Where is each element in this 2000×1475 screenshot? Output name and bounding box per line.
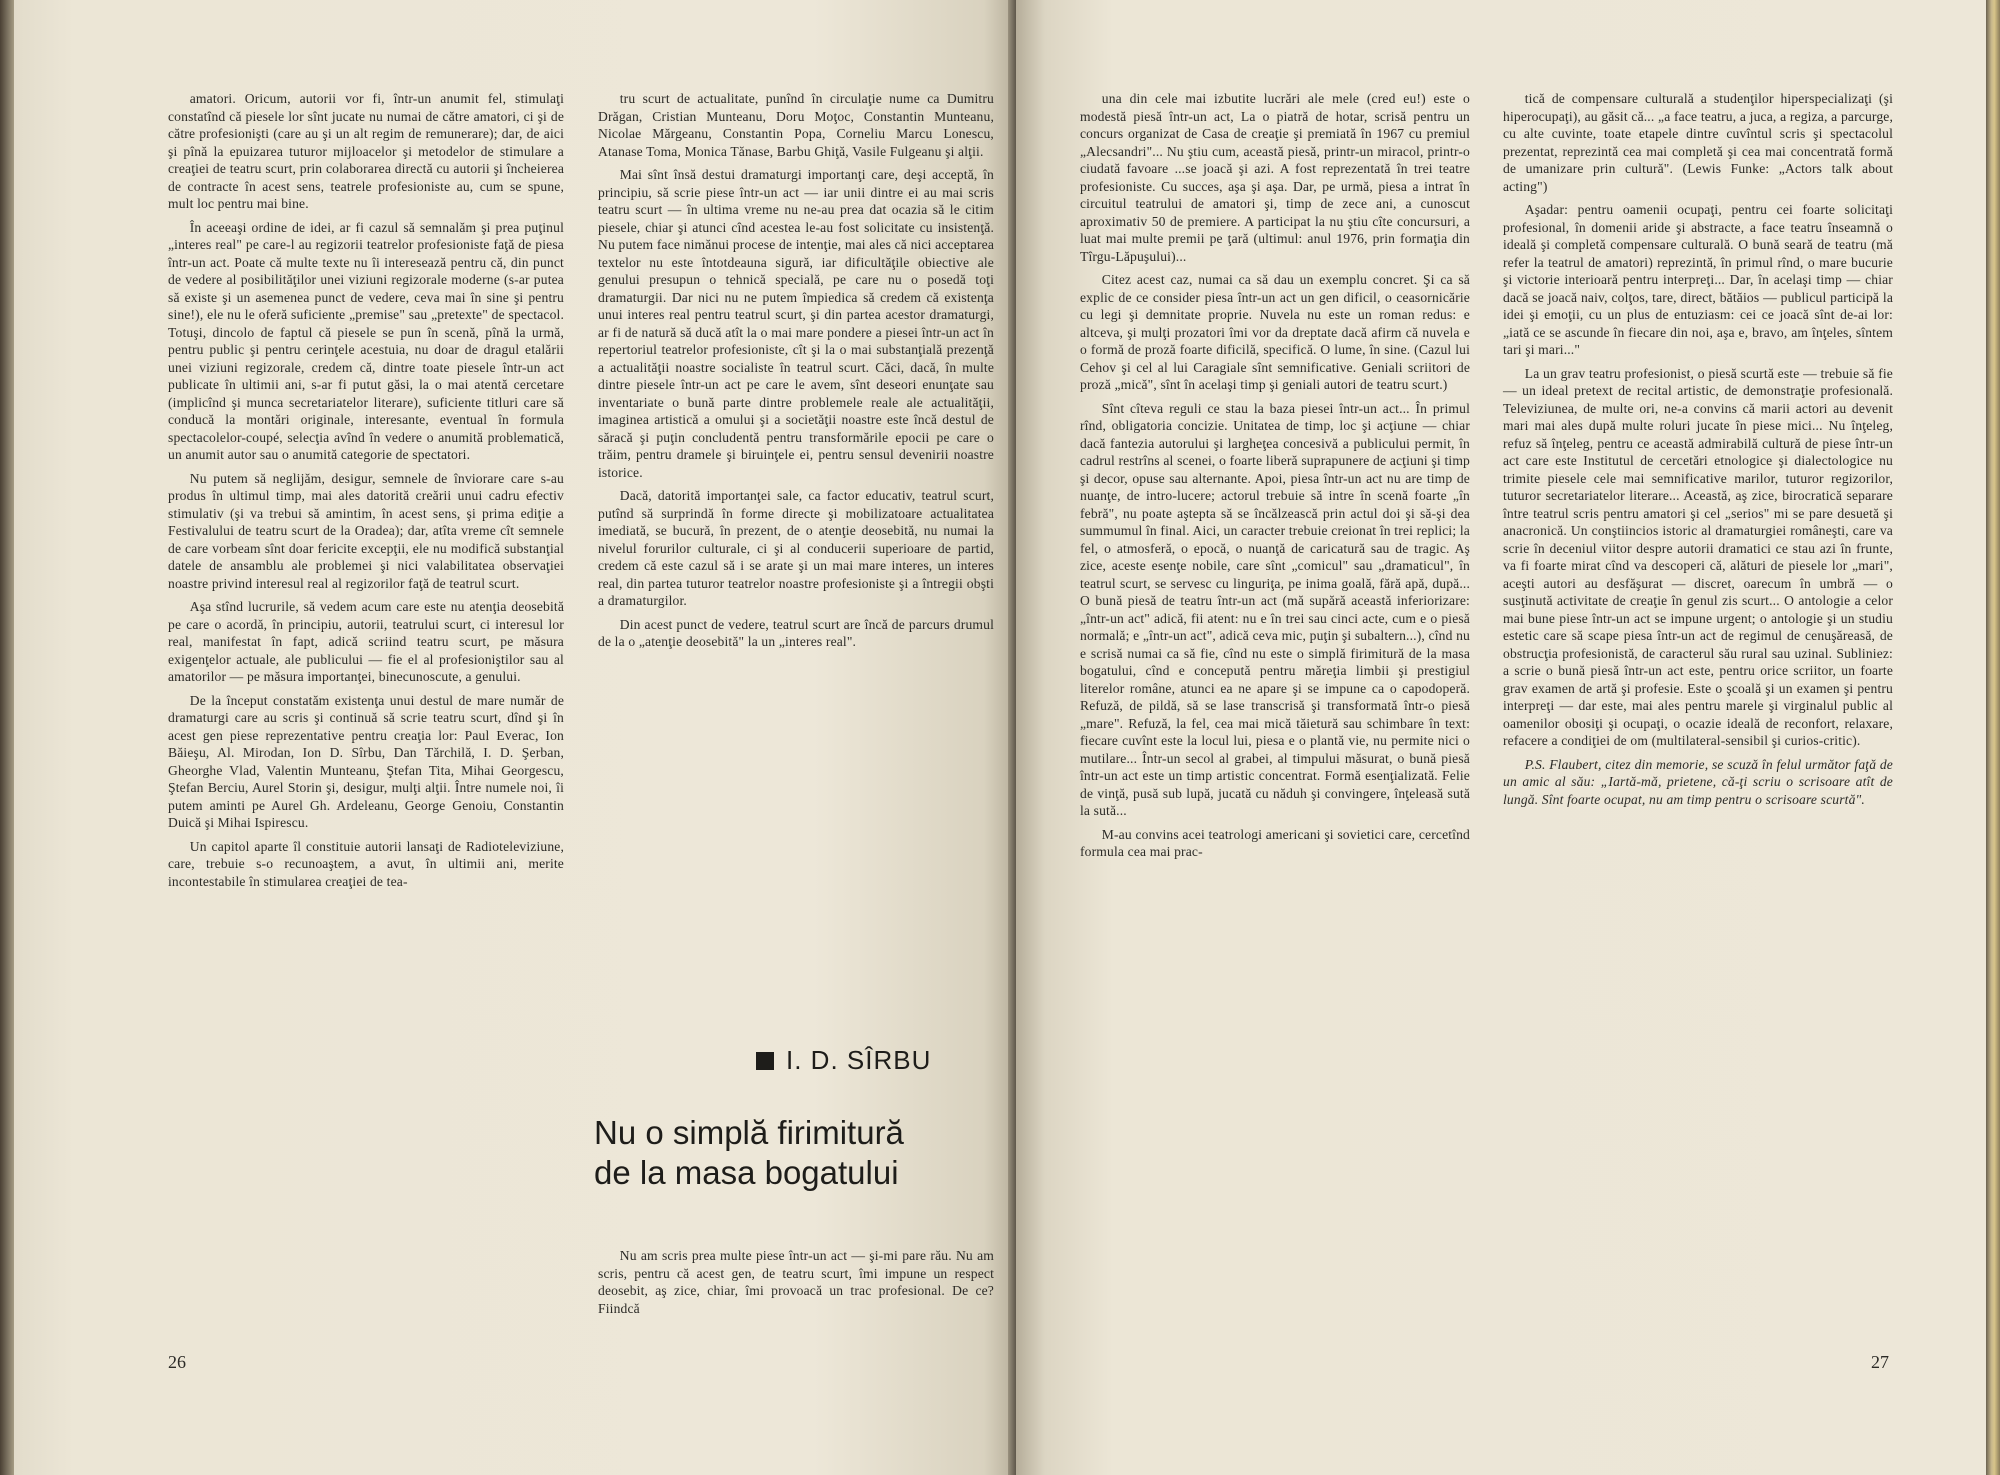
- paragraph: La un grav teatru profesionist, o piesă scurtă este — trebuie să fie — un ideal pretext de recital artistic, de demonstraţie profesională. Televiziunea, de multe ori, ne-a convins că marii actori au devenit mari mai ales după multe roluri jucate în piese mici... Nu înţeleg, refuz să înţeleg, pentru ce această admirabilă cultură de piese într-un act care este Institutul de cercetări etnologice şi dialectologice nu trimite piesele cele mai semnificative marilor, tuturor regizorilor, tuturor secretariatelor literare... Această, aş zice, birocratică separare între teatrul scris pentru amatori şi cel „serios" mi se pare desuetă şi anacronică. Un conştiincios istoric al dramaturgiei româneşti, care va scrie în deceniul viitor despre autorii dramatici ce stau azi în frunte, va fi foarte mirat cînd va descoperi că, alături de piesele lor „mari", aceşti autori au desfăşurat — discret, oarecum în umbră — o susţinută activitate de creaţie în genul zis scurt... O antologie a celor mai bune piese într-un act se impune urgent; o antologie şi un studiu estetic care să scape piesa într-un act de regimul de cenuşăreasă, de obstrucţia profesionistă, de caracterul său rural sau uzinal. Subliniez: a scrie o bună piesă într-un act este, pentru orice scriitor, un foarte grav examen de artă şi profesie. Este o şcoală şi un examen şi pentru interpreţi — dar este, mai ales pentru marele şi virginalul public al oamenilor obosiţi şi ocupaţi, o ocazie ideală de reconfort, relaxare, refacere a condiţiei de om (multilateral-sensibil şi curios-critic).: [1503, 365, 1893, 748]
- paragraph: De la început constatăm existenţa unui destul de mare număr de dramaturgi care au scris şi continuă să scrie teatru scurt, dînd şi în acest gen piese reprezentative pentru creaţia lor: Paul Everac, Ion Băieşu, Al. Mirodan, Ion D. Sîrbu, Dan Tărchilă, I. D. Şerban, Gheorghe Vlad, Valentin Munteanu, Ştefan Tita, Mihai Georgescu, Ştefan Berciu, Aurel Storin şi, desigur, mulţi alţii. Între numele noi, îi putem aminti pe Aurel Gh. Ardeleanu, George Genoiu, Constantin Duică şi Mihai Ispirescu.: [168, 692, 564, 830]
- left-page: [14, 0, 1014, 1475]
- paragraph: M-au convins acei teatrologi americani şi sovietici care, cercetînd formula cea mai prac-: [1080, 826, 1470, 859]
- article-opening-paragraph: [598, 1247, 994, 1317]
- paragraph: Un capitol aparte îl constituie autorii lansaţi de Radioteleviziune, care, trebuie s-o recunoaştem, a avut, în ultimii ani, merite incontestabile în stimularea creaţiei de tea-: [168, 838, 564, 889]
- paragraph: tică de compensare culturală a studenţilor hiperspecializaţi (şi hiperocupaţi), au găsit că... „a face teatru, a juca, a regiza, a parcurge, cu alte cuvinte, toate etapele dintre cuvîntul scris şi spectacolul prezentat, reprezintă cea mai completă şi cea mai concentrată formă de umanizare prin cultură". (Lewis Funke: „Actors talk about acting"): [1503, 91, 1893, 194]
- paragraph: Mai sînt însă destui dramaturgi importanţi care, deşi acceptă, în principiu, să scrie piese într-un act — iar unii dintre ei au mai scris teatru scurt — în ultima vreme nu ne-au prea dat ocazia să le citim piesele, chiar şi atunci cînd acestea le-au fost solicitate cu insistenţă. Nu putem face nimănui procese de intenţie, mai ales că nici acceptarea textelor nu este întotdeauna sigură, iar dificultăţile obiective ale genului presupun o tehnică specială, pe care nu o posedă toţi dramaturgii. Dar nici nu ne putem împiedica să credem că existenţa unui interes real pentru teatrul scurt, şi din partea acestor dramaturgi, ar fi de natură să ducă atît la o mai mare pondere a piesei într-un act în repertoriul teatrelor profesioniste, cît şi la o mai substanţială prezenţă a actualităţii noastre socialiste în teatrul scurt. Căci, dacă, în multe dintre piesele într-un act pe care le avem, sînt deseori enunţate sau inventariate o bună parte dintre problemele reale ale actualităţii, imaginea artistică a omului şi a societăţii noastre este încă destul de săracă şi puţin concludentă pentru transformările epocii pe care o trăim, pentru dramele şi biruinţele ei, pentru sensul devenirii noastre istorice.: [598, 167, 994, 480]
- page-number-left: 26: [168, 1352, 186, 1372]
- right-page-column-3: [1080, 90, 1470, 861]
- paragraph: tru scurt de actualitate, punînd în circulaţie nume ca Dumitru Drăgan, Cristian Munteanu, Doru Moţoc, Constantin Munteanu, Nicolae Mărgeanu, Constantin Popa, Corneliu Marcu Lonescu, Atanase Toma, Monica Tănase, Barbu Ghiţă, Vasile Fulgeanu şi alţii.: [598, 91, 994, 159]
- page-number-right: 27: [1871, 1352, 1889, 1372]
- paragraph: Sînt cîteva reguli ce stau la baza piesei într-un act... În primul rînd, obligatoria concizie. Unitatea de timp, loc şi acţiune — chiar dacă fantezia autorului şi largheţea concesivă a publicului permit, în cadrul restrîns al scenei, o foarte liberă suprapunere de acţiuni şi timp şi decor, opuse sau alternante. Apoi, piesa într-un act nu are timp de nuanţe, de intro-lucere; actorul trebuie să intre în scenă foarte „în febră", nu poate aştepta să se încălzească prin actul doi şi să-şi dea summumul în final. Aici, un caracter trebuie creionat în trei replici; la fel, o atmosferă, o epocă, o nuanţă de caricatură sau de tragic. Aş zice, aceste esenţe nobile, care sînt „comicul" sau „dramaticul", în teatrul scurt, se servesc cu linguriţa, pe inima goală, fără apă, după... O bună piesă de teatru într-un act (mă supără această inferiorizare: „într-un act" adică, fii atent: nu e în trei sau cinci acte, cum e o piesă normală; e „într-un act", adică ceva mic, puţin şi subaltern...), cînd nu e scrisă numai ca să fie, cînd nu este o simplă firimitură de la masa bogatului, cînd e concepută pentru măreţia limbii şi prestigiul literelor române, atunci ea ne apare şi se impune ca o capodoperă. Refuză, de pildă, să se lase transcrisă şi transformată într-o piesă „mare". Refuză, la fel, cea mai mică tăietură sau schimbare în text: fiecare cuvînt este la locul lui, piesa e o plantă vie, nu permite nici o mutilare... Într-un secol al grabei, al timpului măsurat, o bună piesă într-un act este un timp artistic concentrat. Formă esenţializată. Felie de vinţă, pusă sub lupă, jucată cu năduh şi convingere, înţeleasă sută la sută...: [1080, 400, 1470, 818]
- left-page-column-1: [168, 90, 564, 890]
- paragraph: una din cele mai izbutite lucrări ale mele (cred eu!) este o modestă piesă într-un act, La o piatră de hotar, scrisă pentru un concurs organizat de Casa de creaţie şi premiată în 1967 cu premiul „Alecsandri"... Nu ştiu cum, această piesă, printr-un miracol, printr-o ciudată favoare ...se joacă şi azi. A fost reprezentată în trei teatre profesioniste. Cu succes, aşa şi aşa. Dar, pe urmă, piesa a intrat în circuitul teatrului de amatori şi, timp de zece ani, a cunoscut aproximativ 50 de premiere. A participat la nu ştiu cîte concursuri, a luat mai multe premii pe ţară (ultimul: anul 1976, prin formaţia din Tîrgu-Lăpuşului)...: [1080, 91, 1470, 264]
- paragraph: amatori. Oricum, autorii vor fi, într-un anumit fel, stimulaţi constatînd că piesele lor sînt jucate nu numai de către amatori, ci şi de către profesionişti (care au şi un alt regim de remunerare); dar, de aici şi pînă la epuizarea tuturor mijloacelor şi metodelor de stimulare a creaţiei de teatru scurt, prin colaborarea directă cu autorii şi încheierea de contracte în acest sens, teatrele profesioniste au, cum se spune, mult loc pentru mai bine.: [168, 91, 564, 211]
- paragraph: Dacă, datorită importanţei sale, ca factor educativ, teatrul scurt, putînd să surprindă în forme directe şi mobilizatoare actualitatea imediată, se bucură, în prezent, de o atenţie deosebită, nu numai la nivelul forurilor culturale, ci şi al conducerii superioare de partid, credem că este cazul să i se arate şi un mai mare interes, un interes real, din partea tuturor teatrelor noastre profesioniste şi a întregii obşti a dramaturgilor.: [598, 488, 994, 608]
- right-page: [1016, 0, 1986, 1475]
- left-book-edge: [0, 0, 14, 1475]
- right-book-edge: [1986, 0, 2000, 1475]
- author-name: I. D. SÎRBU: [786, 1045, 932, 1075]
- paragraph: În aceeaşi ordine de idei, ar fi cazul să semnalăm şi prea puţinul „interes real" pe care-l au regizorii teatrelor profesioniste faţă de piesa într-un act. Poate că multe texte nu îi interesează pentru că, din punct de vedere al posibilităţilor unei viziuni regizorale moderne (s-ar putea să existe şi un asemenea punct de vedere, ceva mai în sine şi pentru sine!), ele nu le oferă suficiente „premise" sau „pretexte" de spectacol. Totuşi, dincolo de faptul că piesele se pun în scenă, pînă la urmă, pentru public şi pentru cerinţele acestuia, nu doar de dragul etalării unei viziuni regizorale, credem că, dintre toate piesele într-un act publicate în ultimii ani, s-ar fi putut găsi, la o mai atentă cercetare (implicînd şi munca secretariatelor literare), suficiente titluri care să conducă la montări originale, interesante, eventual în formula spectacolelor-coupé, selecţia avînd în vedere o anumită problematică, un anumit autor sau o anumită categorie de spectatori.: [168, 219, 564, 462]
- right-page-column-4: [1503, 90, 1893, 808]
- left-page-column-2: [598, 90, 994, 651]
- paragraph: Citez acest caz, numai ca să dau un exemplu concret. Şi ca să explic de ce consider piesa într-un act un gen dificil, o ceasornicărie cu legi şi demnitate proprie. Nuvela nu este un roman redus: e altceva, şi mulţi prozatori îmi vor da dreptate dacă afirm că nuvela e o formă de proză foarte dificilă, specifică. O lume, în sine. (Cazul lui Cehov şi cel al lui Caragiale sînt semnificative. Geniali scriitori de proză „mică", sînt în acelaşi timp şi geniali autori de teatru scurt.): [1080, 272, 1470, 392]
- author-bullet-square: [756, 1052, 774, 1070]
- paragraph: Aşa stînd lucrurile, să vedem acum care este nu atenţia deosebită pe care o acordă, în principiu, autorii, teatrului scurt, ci interesul lor real, manifestat în fapt, adică scriind teatru scurt, pe măsura exigenţelor actuale, ale publicului — fie el al profesioniştilor sau al amatorilor — pe măsura importanţei, binecunoscute, a genului.: [168, 599, 564, 684]
- paragraph: Din acest punct de vedere, teatrul scurt are încă de parcurs drumul de la o „atenţie deosebită" la un „interes real".: [598, 616, 994, 649]
- article-title-line-1: Nu o simplă firimitură: [594, 1114, 904, 1151]
- article-author: [756, 1045, 931, 1076]
- paragraph: Aşadar: pentru oamenii ocupaţi, pentru cei foarte solicitaţi profesional, în domenii aride şi abstracte, a face teatru înseamnă o ideală şi completă compensare culturală. O bună seară de teatru (mă refer la teatrul de amatori) reprezintă, în primul rînd, o mare bucurie şi victorie interioară pentru interpreţi... Dar, în acelaşi timp — chiar dacă se joacă naiv, colţos, tare, direct, bătăios — publicul participă la idei şi emoţii, cu un plus de entuziasm: cei ce joacă sînt de-ai lor: „iată ce se ascunde în fiecare din noi, aşa e, bravo, am înţeles, sîntem tari şi mari...": [1503, 202, 1893, 357]
- article-title-line-2: de la masa bogatului: [594, 1154, 899, 1191]
- article-opening-text: Nu am scris prea multe piese într-un act — şi-mi pare rău. Nu am scris, pentru că acest gen, de teatru scurt, îmi impune un respect deosebit, aş zice, chiar, îmi provoacă un trac profesional. De ce? Fiindcă: [598, 1248, 994, 1316]
- paragraph: P.S. Flaubert, citez din memorie, se scuză în felul următor faţă de un amic al său: „Iartă-mă, prietene, că-ţi scriu o scrisoare atît de lungă. Sînt foarte ocupat, nu am timp pentru o scrisoare scurtă".: [1503, 756, 1893, 807]
- article-title: [594, 1113, 1014, 1193]
- paragraph: Nu putem să neglijăm, desigur, semnele de înviorare care s-au produs în ultimul timp, mai ales datorită creării unui cadru efectiv stimulativ (şi va trebui să amintim, în acest sens, şi prima ediţie a Festivalului de teatru scurt de la Oradea); dar, atîta vreme cît semnele de care vorbeam sînt doar fericite excepţii, ele nu modifică substanţial datele de ansamblu ale problemei şi nici valabilitatea observaţiei noastre privind interesul real al regizorilor faţă de teatrul scurt.: [168, 470, 564, 591]
